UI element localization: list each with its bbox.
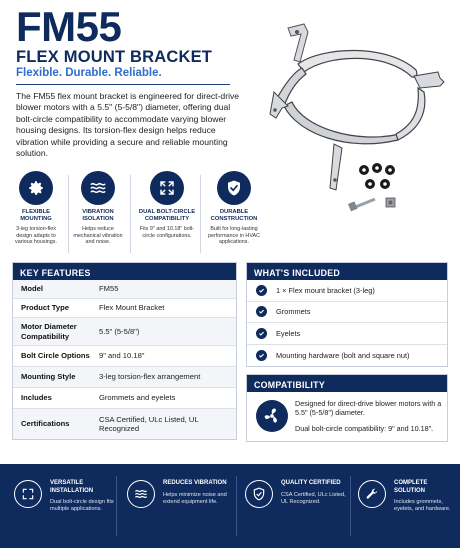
list-item [247, 280, 447, 302]
feature-desc: Built for long-lasting performance in HVAC applications. [207, 225, 261, 246]
row-key: Motor Diameter Compatibility [21, 322, 77, 341]
row-value: FM55 [99, 284, 119, 294]
footer-quality-certified [245, 480, 349, 508]
wrench-icon [358, 480, 386, 508]
table-row [13, 299, 236, 318]
fan-icon [256, 400, 288, 432]
expand-arrows-icon [14, 480, 42, 508]
list-item [247, 302, 447, 324]
check-icon [256, 350, 267, 361]
expand-arrows-icon [150, 171, 184, 205]
feature-desc: 3-leg torsion-flex design adapts to various housings. [15, 225, 57, 246]
footer-desc: Helps minimize noise and extend equipment life. [163, 491, 227, 505]
row-value: Grommets and eyelets [99, 393, 176, 403]
feature-durable-construction [203, 171, 265, 246]
feature-title: VIBRATION ISOLATION [82, 209, 114, 222]
key-features-heading: KEY FEATURES [13, 263, 236, 280]
feature-desc: Fits 9" and 10.18" bolt-circle configurations. [139, 225, 195, 239]
item-label: Mounting hardware (bolt and square nut) [276, 350, 410, 360]
shield-check-icon [245, 480, 273, 508]
row-key: Model [21, 284, 43, 294]
waves-icon [81, 171, 115, 205]
feature-desc: Helps reduce mechanical vibration and noise. [73, 225, 123, 246]
feature-dual-bolt-circle [136, 171, 198, 239]
footer-desc: Dual bolt-circle design fits multiple applications. [50, 499, 114, 513]
check-icon [256, 328, 267, 339]
row-value: 9" and 10.18" [99, 351, 145, 361]
footer-title: COMPLETE SOLUTION [394, 480, 428, 494]
row-value: Flex Mount Bracket [99, 303, 165, 313]
check-icon [256, 285, 267, 296]
footer-desc: CSA Certified, ULc Listed, UL Recognized. [281, 491, 346, 505]
feature-title: DURABLE CONSTRUCTION [210, 209, 258, 222]
table-row [13, 367, 236, 388]
compatibility-panel [246, 374, 448, 442]
whats-included-heading: WHAT'S INCLUDED [247, 263, 447, 280]
header-divider [16, 84, 230, 85]
feature-divider [130, 175, 131, 253]
footer-benefits-band [0, 464, 460, 548]
footer-title: REDUCES VIBRATION [163, 480, 227, 486]
row-key: Certifications [21, 419, 70, 429]
whats-included-panel [246, 262, 448, 367]
product-tagline: Flexible. Durable. Reliable. [16, 67, 162, 79]
footer-divider [350, 476, 351, 536]
row-value: CSA Certified, ULc Listed, UL Recognized [99, 414, 199, 433]
key-features-panel [12, 262, 237, 440]
item-label: Grommets [276, 307, 311, 317]
key-features-table [13, 280, 236, 439]
product-subtitle: FLEX MOUNT BRACKET [16, 48, 213, 66]
item-label: 1 × Flex mount bracket (3-leg) [276, 285, 375, 295]
check-icon [256, 306, 267, 317]
table-row [13, 409, 236, 439]
footer-divider [116, 476, 117, 536]
compatibility-bolt-circle: Dual bolt-circle compatibility: 9" and 10.18". [295, 424, 434, 433]
footer-divider [236, 476, 237, 536]
row-key: Product Type [21, 303, 69, 313]
row-key: Mounting Style [21, 372, 76, 382]
waves-icon [127, 480, 155, 508]
footer-title: VERSATILE INSTALLATION [50, 480, 94, 494]
gear-icon [19, 171, 53, 205]
table-row [13, 388, 236, 409]
footer-complete-solution [358, 480, 456, 514]
row-value: 5.5" (5-5/8") [99, 326, 140, 336]
bracket-product-image [268, 22, 458, 232]
compatibility-heading: COMPATIBILITY [247, 375, 447, 392]
footer-versatile-installation [14, 480, 114, 514]
table-row [13, 280, 236, 299]
feature-divider [200, 175, 201, 253]
row-key: Bolt Circle Options [21, 351, 90, 361]
row-key: Includes [21, 393, 52, 403]
row-value: 3-leg torsion-flex arrangement [99, 372, 201, 382]
list-item [247, 323, 447, 345]
shield-check-icon [217, 171, 251, 205]
table-row [13, 318, 236, 346]
product-title: FM55 [16, 3, 122, 50]
footer-title: QUALITY CERTIFIED [281, 480, 341, 486]
table-row [13, 346, 236, 367]
feature-vibration-isolation [70, 171, 126, 246]
product-description: The FM55 flex mount bracket is engineered for direct-drive blower motors with a 5.5" (5-5/8") diameter, offering dual bolt-circle compatibility to accommodate varying blower housing designs. Its torsion-flex design helps reduce vibration while providing a secure and reliable mounting solution. [16, 91, 240, 159]
feature-divider [68, 175, 69, 253]
compatibility-text: Designed for direct-drive blower motors with a 5.5" (5-5/8") diameter. [295, 399, 442, 418]
footer-desc: Includes grommets, eyelets, and hardware. [394, 499, 451, 513]
feature-flexible-mounting [8, 171, 64, 246]
footer-reduces-vibration [127, 480, 235, 508]
feature-title: DUAL BOLT-CIRCLE COMPATIBILITY [138, 209, 196, 222]
feature-title: FLEXIBLE MOUNTING [20, 209, 52, 222]
item-label: Eyelets [276, 328, 301, 338]
list-item [247, 345, 447, 367]
